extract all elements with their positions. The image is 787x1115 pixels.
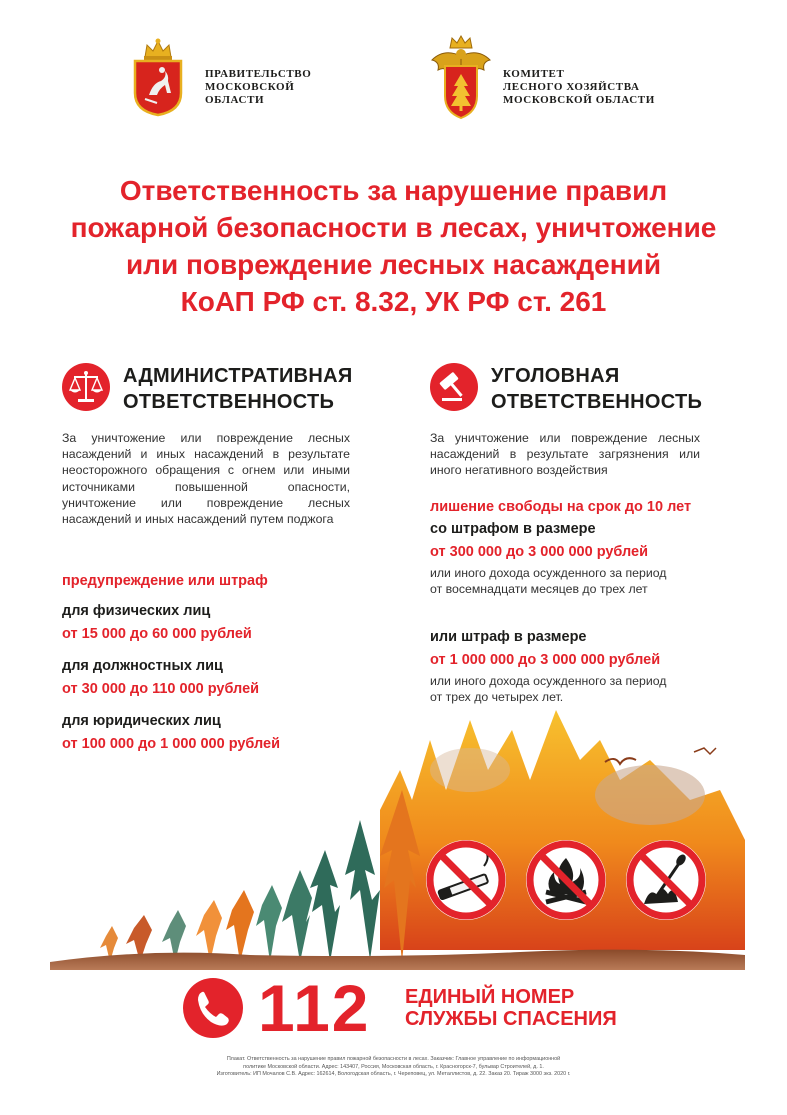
- main-title: Ответственность за нарушение правил пожарной безопасности в лесах, уничтожение или повреждение лесных насаждений КоАП РФ ст. 8.32, УК РФ ст. 261: [70, 175, 717, 317]
- footer-imprint: Плакат. Ответственность за нарушение правил пожарной безопасности в лесах. Заказчик: Главное управление по информационной политике Московской области. Адрес: 143407, Россия, Московская область, г. Красногорск-7, бульвар Строителей, д. 1. Изготовитель: ИП Мочалов С.В. Адрес: 162614, Вологодская область, г. Череповец, ул. Металлистов, д. 22. Заказ 20. Тираж 3000 экз. 2020 г.: [216, 1056, 571, 1077]
- fine-who-legal: для юридических лиц: [62, 713, 221, 729]
- admin-heading: АДМИНИСТРАТИВНАЯ ОТВЕТСТВЕННОСТЬ: [123, 365, 353, 413]
- emergency-number: 112: [258, 971, 371, 1045]
- criminal-heading: УГОЛОВНАЯ ОТВЕТСТВЕННОСТЬ: [491, 365, 703, 413]
- admin-penalty-title: предупреждение или штраф: [62, 573, 268, 589]
- scales-icon: [62, 363, 110, 411]
- gov-name: ПРАВИТЕЛЬСТВО МОСКОВСКОЙ ОБЛАСТИ: [205, 68, 312, 106]
- phone-icon: [183, 978, 243, 1038]
- fine-amount-legal: от 100 000 до 1 000 000 рублей: [62, 736, 281, 752]
- criminal-description: За уничтожение или повреждение лесных насаждений в результате загрязнения или иного негативного воздействия: [430, 431, 700, 478]
- gov-emblem-icon: [131, 37, 185, 117]
- fine-amount-individuals: от 15 000 до 60 000 рублей: [62, 626, 252, 642]
- fine-who-individuals: для физических лиц: [62, 603, 211, 619]
- no-matches-icon: [624, 838, 708, 922]
- fine-who-officials: для должностных лиц: [62, 658, 223, 674]
- criminal-fine2-note: или иного дохода осужденного за период от трех до четырех лет.: [430, 674, 667, 704]
- burning-forest-illustration: [0, 700, 787, 970]
- fine-amount-officials: от 30 000 до 110 000 рублей: [62, 681, 260, 697]
- criminal-or-fine: или штраф в размере: [430, 629, 587, 645]
- committee-name: КОМИТЕТ ЛЕСНОГО ХОЗЯЙСТВА МОСКОВСКОЙ ОБЛАСТИ: [503, 68, 655, 106]
- criminal-fine1-note: или иного дохода осужденного за период от восемнадцати месяцев до трех лет: [430, 566, 667, 596]
- criminal-fine2-amount: от 1 000 000 до 3 000 000 рублей: [430, 652, 661, 668]
- emergency-label: ЕДИНЫЙ НОМЕР СЛУЖБЫ СПАСЕНИЯ: [405, 986, 617, 1030]
- criminal-with-fine: со штрафом в размере: [430, 521, 596, 537]
- no-campfire-icon: [524, 838, 608, 922]
- admin-description: За уничтожение или повреждение лесных насаждений и иных насаждений в результате неосторожного обращения с огнем или иными источниками повышенной опасности, уничтожение или повреждение лесных насаждений и иных насаждений путем поджога: [62, 431, 350, 527]
- criminal-imprisonment: лишение свободы на срок до 10 лет: [430, 499, 692, 515]
- gavel-icon: [430, 363, 478, 411]
- forestry-emblem-icon: [430, 34, 492, 122]
- no-smoking-icon: [424, 838, 508, 922]
- criminal-fine1-amount: от 300 000 до 3 000 000 рублей: [430, 544, 649, 560]
